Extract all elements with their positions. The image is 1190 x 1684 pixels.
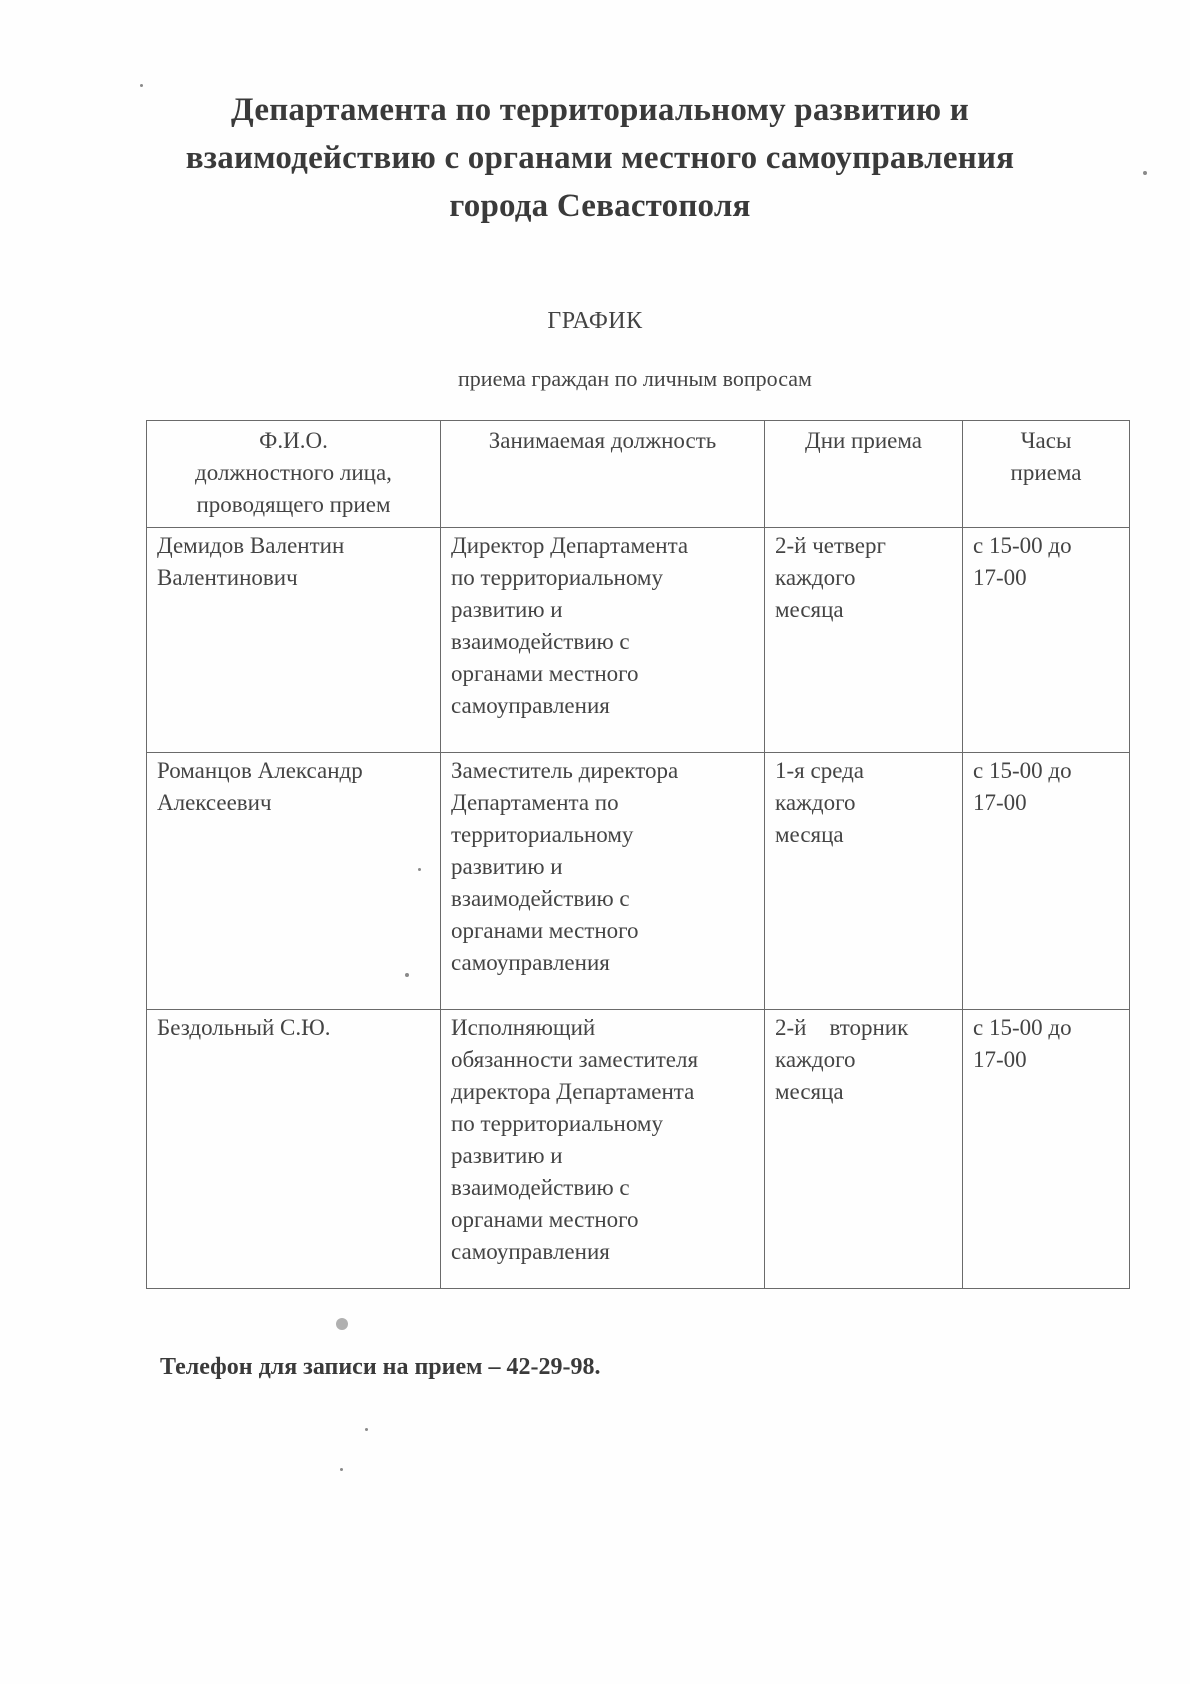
header-hours: Часы приема [963,421,1130,528]
cell-name: Романцов Александр Алексеевич [147,753,441,1010]
cell-position: Заместитель директора Департамента по территориальному развитию и взаимодействию с органами местного самоуправления [441,753,765,1010]
header-position: Занимаемая должность [441,421,765,528]
table-row [147,1010,1130,1289]
scan-speck [365,1428,368,1431]
cell-hours: с 15-00 до 17-00 [963,528,1130,753]
schedule-heading: ГРАФИК [547,308,643,334]
cell-days: 2-й четверг каждого месяца [765,528,963,753]
appointment-phone-line: Телефон для записи на прием – 42-29-98. [160,1354,601,1380]
title-line: Департамента по территориальному развитию и [231,92,969,128]
cell-days: 1-я среда каждого месяца [765,753,963,1010]
table-row [147,528,1130,753]
reception-schedule-table [146,420,1130,1289]
header-name: Ф.И.О. должностного лица, проводящего прием [147,421,441,528]
scan-speck [418,868,421,871]
table-header-row [147,421,1130,528]
cell-hours: с 15-00 до 17-00 [963,1010,1130,1289]
scan-speck [336,1318,348,1330]
cell-days: 2-й вторник каждого месяца [765,1010,963,1289]
scan-speck [405,973,409,977]
scan-speck [140,84,143,87]
header-days: Дни приема [765,421,963,528]
cell-hours: с 15-00 до 17-00 [963,753,1130,1010]
cell-name: Демидов Валентин Валентинович [147,528,441,753]
title-line: города Севастополя [449,188,751,224]
title-line: взаимодействию с органами местного самоуправления [185,140,1015,176]
cell-name: Бездольный С.Ю. [147,1010,441,1289]
cell-position: Директор Департамента по территориальному развитию и взаимодействию с органами местного самоуправления [441,528,765,753]
cell-position: Исполняющий обязанности заместителя директора Департамента по территориальному развитию и взаимодействию с органами местного самоуправления [441,1010,765,1289]
scan-speck [340,1468,343,1471]
scan-speck [1143,171,1147,175]
document-title [150,86,1050,230]
schedule-subheading: приема граждан по личным вопросам [458,366,812,391]
table-row [147,753,1130,1010]
